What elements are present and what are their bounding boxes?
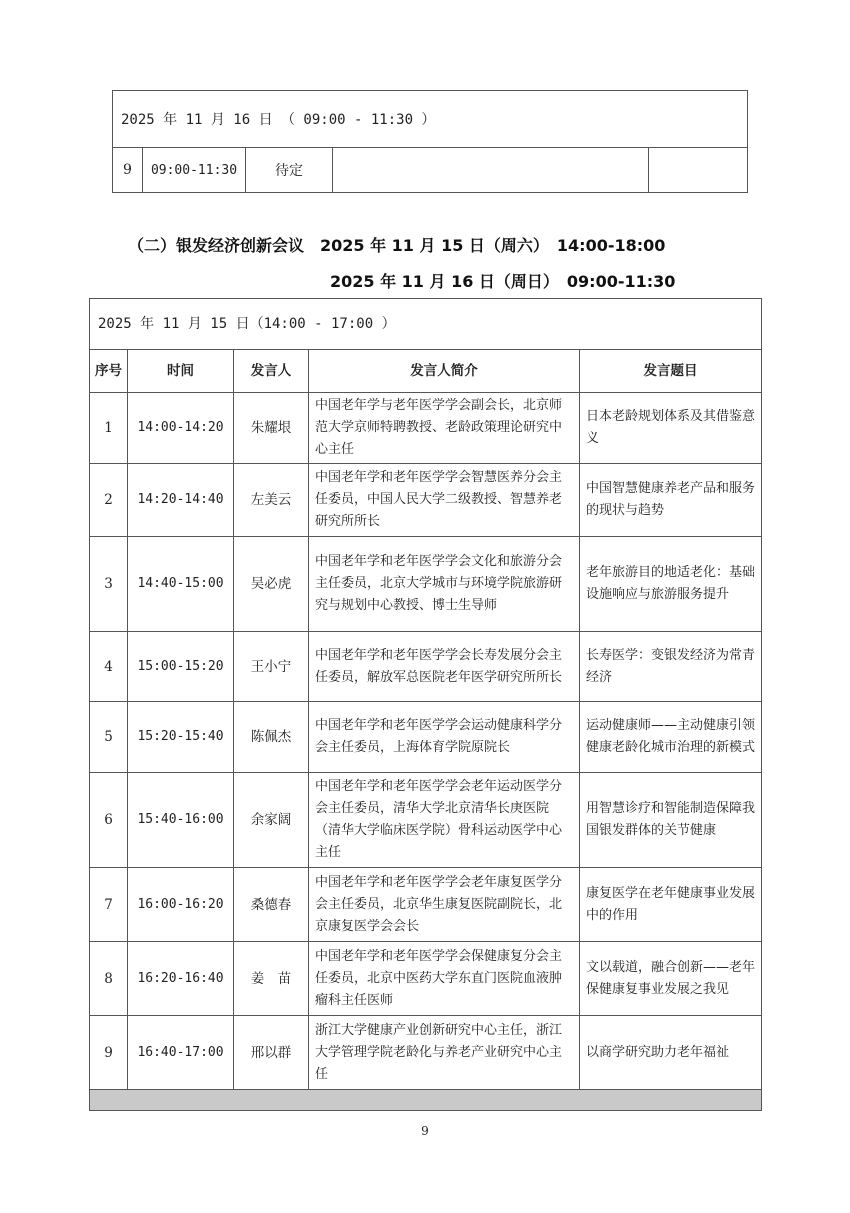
section-title: （二）银发经济创新会议 2025 年 11 月 15 日（周六） 14:00-18:00 — [128, 236, 666, 255]
row-number: 9 — [90, 1016, 128, 1090]
row-time: 14:40-15:00 — [128, 537, 234, 632]
table-row — [90, 942, 762, 1016]
row-topic: 运动健康师——主动健康引领健康老龄化城市治理的新模式 — [580, 702, 762, 773]
column-header-speaker: 发言人 — [234, 350, 309, 393]
table-row — [90, 702, 762, 773]
main-schedule-table — [89, 298, 762, 1111]
row-speaker: 姜 苗 — [234, 942, 309, 1016]
table-row — [90, 537, 762, 632]
row-topic — [649, 148, 748, 193]
row-bio: 中国老年学和老年医学学会智慧医养分会主任委员，中国人民大学二级教授、智慧养老研究所所长 — [309, 464, 580, 537]
row-topic: 老年旅游目的地适老化：基础设施响应与旅游服务提升 — [580, 537, 762, 632]
row-bio: 中国老年学和老年医学学会老年康复医学分会主任委员，北京华生康复医院副院长，北京康复医学会会长 — [309, 868, 580, 942]
row-speaker: 朱耀垠 — [234, 393, 309, 464]
row-time: 15:40-16:00 — [128, 773, 234, 868]
row-speaker: 余家阔 — [234, 773, 309, 868]
date-header: 2025 年 11 月 16 日 （ 09:00 - 11:30 ） — [113, 91, 748, 148]
table-row — [90, 464, 762, 537]
row-time: 16:20-16:40 — [128, 942, 234, 1016]
row-bio: 浙江大学健康产业创新研究中心主任，浙江大学管理学院老龄化与养老产业研究中心主任 — [309, 1016, 580, 1090]
row-speaker: 待定 — [246, 148, 333, 193]
row-topic: 以商学研究助力老年福祉 — [580, 1016, 762, 1090]
row-time: 16:00-16:20 — [128, 868, 234, 942]
row-time: 16:40-17:00 — [128, 1016, 234, 1090]
row-speaker: 吴必虎 — [234, 537, 309, 632]
row-number: 2 — [90, 464, 128, 537]
row-number: 6 — [90, 773, 128, 868]
column-header-no: 序号 — [90, 350, 128, 393]
column-header-time: 时间 — [128, 350, 234, 393]
row-number: 4 — [90, 632, 128, 702]
row-time: 14:00-14:20 — [128, 393, 234, 464]
row-number: 5 — [90, 702, 128, 773]
table-row — [90, 393, 762, 464]
table-row — [90, 632, 762, 702]
row-number: 8 — [90, 942, 128, 1016]
page-number: 9 — [421, 1124, 429, 1138]
row-topic: 日本老龄规划体系及其借鉴意义 — [580, 393, 762, 464]
row-topic: 用智慧诊疗和智能制造保障我国银发群体的关节健康 — [580, 773, 762, 868]
column-header-bio: 发言人简介 — [309, 350, 580, 393]
row-speaker: 陈佩杰 — [234, 702, 309, 773]
row-time: 15:00-15:20 — [128, 632, 234, 702]
row-number: 3 — [90, 537, 128, 632]
date-header: 2025 年 11 月 15 日（14:00 - 17:00 ） — [90, 299, 762, 350]
row-speaker: 邢以群 — [234, 1016, 309, 1090]
table-footer-bar — [90, 1090, 762, 1111]
footer-shading — [90, 1090, 762, 1111]
row-speaker: 王小宁 — [234, 632, 309, 702]
row-topic: 中国智慧健康养老产品和服务的现状与趋势 — [580, 464, 762, 537]
row-bio: 中国老年学和老年医学学会长寿发展分会主任委员，解放军总医院老年医学研究所所长 — [309, 632, 580, 702]
row-number: 9 — [113, 148, 143, 193]
row-bio: 中国老年学与老年医学学会副会长，北京师范大学京师特聘教授、老龄政策理论研究中心主任 — [309, 393, 580, 464]
table-row — [90, 1016, 762, 1090]
table-row — [113, 148, 748, 193]
row-topic: 康复医学在老年健康事业发展中的作用 — [580, 868, 762, 942]
table-row — [90, 868, 762, 942]
row-bio: 中国老年学和老年医学学会老年运动医学分会主任委员，清华大学北京清华长庚医院（清华大学临床医学院）骨科运动医学中心主任 — [309, 773, 580, 868]
row-number: 7 — [90, 868, 128, 942]
date-header-row — [90, 299, 762, 350]
row-number: 1 — [90, 393, 128, 464]
row-time: 09:00-11:30 — [143, 148, 246, 193]
row-bio: 中国老年学和老年医学学会保健康复分会主任委员，北京中医药大学东直门医院血液肿瘤科主任医师 — [309, 942, 580, 1016]
date-header-row — [113, 91, 748, 148]
table-row — [90, 773, 762, 868]
row-speaker: 桑德春 — [234, 868, 309, 942]
row-time: 14:20-14:40 — [128, 464, 234, 537]
column-header-row — [90, 350, 762, 393]
row-bio — [333, 148, 649, 193]
top-schedule-table — [112, 90, 748, 193]
row-time: 15:20-15:40 — [128, 702, 234, 773]
row-bio: 中国老年学和老年医学学会文化和旅游分会主任委员，北京大学城市与环境学院旅游研究与规划中心教授、博士生导师 — [309, 537, 580, 632]
column-header-topic: 发言题目 — [580, 350, 762, 393]
section-second-date: 2025 年 11 月 16 日（周日） 09:00-11:30 — [330, 272, 676, 291]
row-topic: 长寿医学：变银发经济为常青经济 — [580, 632, 762, 702]
row-topic: 文以载道，融合创新——老年保健康复事业发展之我见 — [580, 942, 762, 1016]
row-bio: 中国老年学和老年医学学会运动健康科学分会主任委员，上海体育学院原院长 — [309, 702, 580, 773]
row-speaker: 左美云 — [234, 464, 309, 537]
